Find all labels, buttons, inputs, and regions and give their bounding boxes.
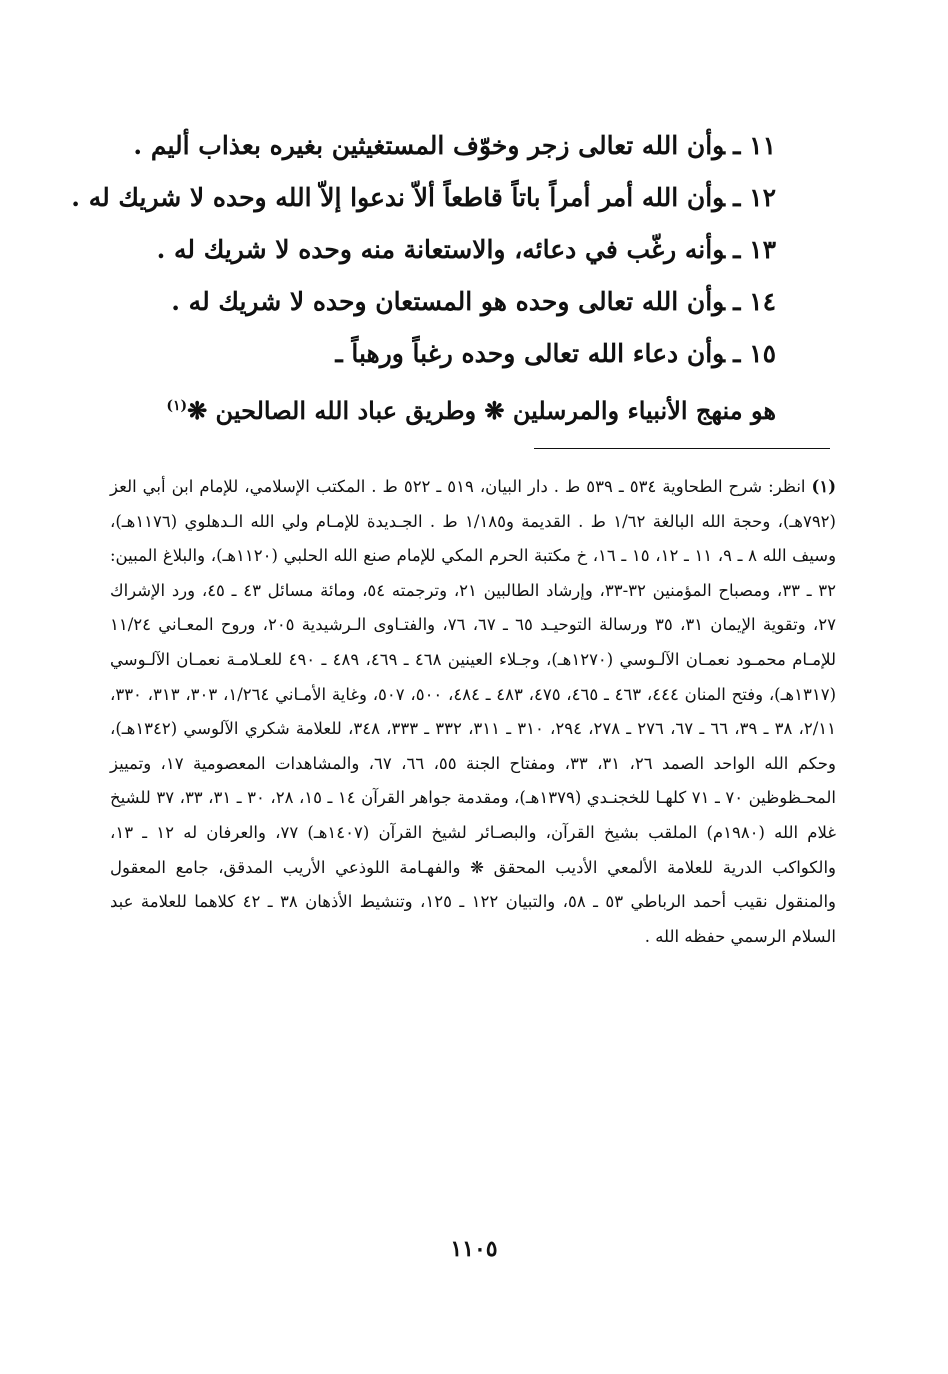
numbered-list [71, 120, 776, 432]
page-number: ١١٠٥ [450, 1236, 498, 1262]
item-text: وأن الله تعالى زجر وخوّف المستغيثين بغيره بعذاب أليم . [133, 131, 726, 160]
item-text: وأن دعاء الله تعالى وحده رغباً ورهباً ـ [335, 339, 726, 368]
item-text: وأن الله أمر أمراً باتاً قاطعاً ألاّ ندعوا إلاّ الله وحده لا شريك له . [71, 183, 726, 212]
footnote-number: (١) [811, 477, 837, 496]
footnote-marker: (١) [166, 398, 188, 414]
list-item [71, 172, 776, 224]
footnote-text: انظر: شرح الطحاوية ٥٣٤ ـ ٥٣٩ ط . دار البيان، ٥١٩ ـ ٥٢٢ ط . المكتب الإسلامي، للإمام ابن أبي العز (٧٩٢هـ)، وحجة الله البالغة ١/٦٢ ط . القديمة و١/١٨٥ ط . الجـديدة للإمـام ولي الله الـدهلوي (١١٧٦هـ)، وسيف الله ٨ ـ ٩، ١١ ـ ١٢، ١٥ ـ ١٦، خ مكتبة الحرم المكي للإمام صنع الله الحلبي (١١٢٠هـ)، والبلاغ المبين: ٣٢ ـ ٣٣، ومصباح المؤمنين ٣٢-٣٣، وإرشاد الطالبين ٢١، وترجمته ٥٤، ومائة مسائل ٤٣ ـ ٤٥، ورد الإشراك ٢٧، وتقوية الإيمان ٣١، ٣٥ ورسالة التوحيـد ٦٥ ـ ٦٧، ٧٦، والفتـاوى الـرشيدية ٢٠٥، وروح المعـاني ١١/٢٤ للإمـام محمـود نعمـان الآلـوسي (١٢٧٠هـ)، وجـلاء العينين ٤٦٨ ـ ٤٦٩، ٤٨٩ ـ ٤٩٠ للعـلامـة نعمـان الآلـوسي (١٣١٧هـ)، وفتح المنان ٤٤٤، ٤٦٣ ـ ٤٦٥، ٤٧٥، ٤٨٣ ـ ٤٨٤، ٥٠٠، ٥٠٧، وغاية الأمـاني ١/٢٦٤، ٣٠٣، ٣١٣، ٣٣٠، ٢/١١، ٣٨ ـ ٣٩، ٦٦ ـ ٦٧، ٢٧٦ ـ ٢٧٨، ٢٩٤، ٣١٠ ـ ٣١١، ٣٣٢ ـ ٣٣٣، ٣٤٨، للعلامة شكري الآلوسي (١٣٤٢هـ)، وحكم الله الواحد الصمد ٢٦، ٣١، ٣٣، ومفتاح الجنة ٥٥، ٦٦، ٦٧، والمشاهدات المعصومية ١٧، وتمييز المحـظوظين ٧٠ ـ ٧١ كلهـا للخجنـدي (١٣٧٩هـ)، ومقدمة جواهر القرآن ١٤ ـ ١٥، ٢٨، ٣٠ ـ ٣١، ٣٣، ٣٧ للشيخ غلام الله (١٩٨٠م) الملقب بشيخ القرآن، والبصـائر لشيخ القرآن (١٤٠٧هـ) ٧٧، والعرفان له ١٢ ـ ١٣، والكواكب الدرية للعلامة الألمعي الأديب المحقق ❋ والفهـامة اللوذعي الأريب المدقق، جامع المعقول والمنقول نقيب أحمد الرباطي ٥٣ ـ ٥٨، والتبيان ١٢٢ ـ ١٢٥، وتنشيط الأذهان ٣٨ ـ ٤٢ كلاهما للعلامة عبد السلام الرسمي حفظه الله . [110, 477, 837, 946]
footnote [110, 470, 836, 954]
item-text: وأن الله تعالى وحده هو المستعان وحده لا شريك له . [171, 287, 726, 316]
item-number: ١٣ ـ [733, 235, 776, 264]
item-number: ١١ ـ [733, 131, 776, 160]
list-item [116, 328, 776, 380]
list-item [116, 120, 776, 172]
closing-line [116, 380, 776, 432]
item-number: ١٤ ـ [733, 287, 776, 316]
list-item [116, 224, 776, 276]
item-text: وأنه رغّب في دعائه، والاستعانة منه وحده لا شريك له . [156, 235, 726, 264]
item-number: ١٢ ـ [733, 183, 776, 212]
list-item [116, 276, 776, 328]
footnote-separator [534, 448, 830, 449]
item-number: ١٥ ـ [733, 339, 776, 368]
closing-text: هو منهج الأنبياء والمرسلين ❋ وطريق عباد الله الصالحين ❋ [187, 396, 776, 425]
